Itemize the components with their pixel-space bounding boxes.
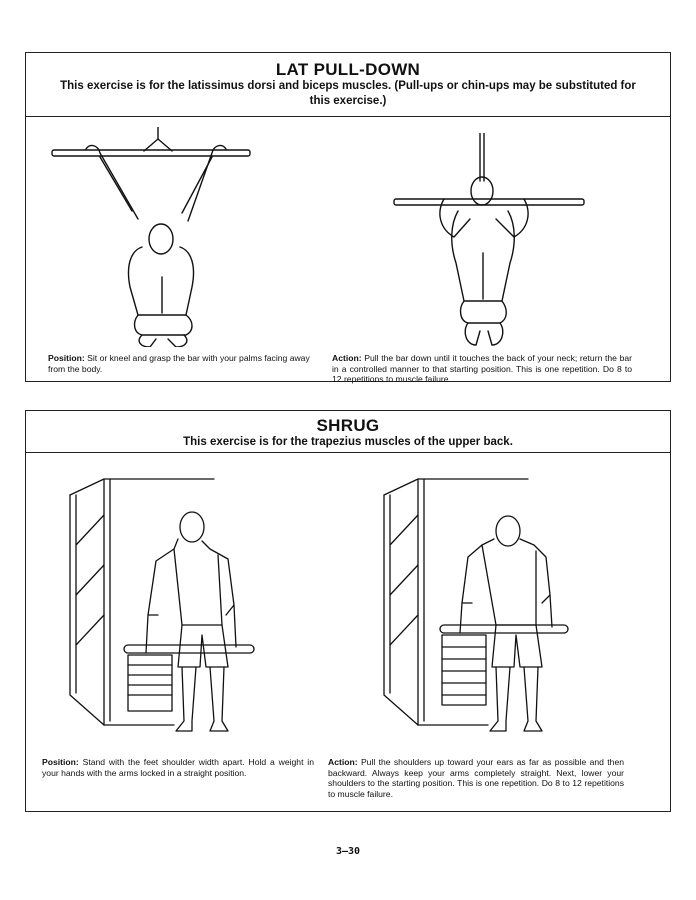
shrug-subtitle: This exercise is for the trapezius muscles of the upper back.: [183, 436, 513, 448]
lat-pulldown-header: [26, 53, 670, 117]
shrug-panel: [25, 410, 671, 812]
position-label: Position:: [48, 353, 85, 363]
shrug-position-caption: [42, 757, 314, 778]
position-label: Position:: [42, 757, 79, 767]
shrug-start-illustration: [64, 475, 294, 745]
position-text: Sit or kneel and grasp the bar with your palms facing away from the body.: [48, 353, 310, 374]
action-label: Action:: [332, 353, 362, 363]
position-text: Stand with the feet shoulder width apart. Hold a weight in your hands with the arms locked in a straight position.: [42, 757, 314, 778]
lat-pulldown-subtitle: This exercise is for the latissimus dorsi and biceps muscles. (Pull-ups or chin-ups may be substituted for this exercise.): [60, 80, 636, 107]
lat-pulldown-start-illustration: [46, 127, 256, 347]
page-number: 3–30: [335, 846, 361, 857]
lat-pulldown-finish-illustration: [384, 133, 594, 347]
action-text: Pull the shoulders up toward your ears as far as possible and then backward. Always keep your arms completely straight. Next, lower your shoulders to the starting position. This is one repetition. Do 8 to 12 repetitions to muscle failure.: [328, 757, 624, 799]
shrug-action-caption: [328, 757, 624, 799]
shrug-title: SHRUG: [316, 416, 380, 435]
lat-pulldown-position-caption: [48, 353, 318, 374]
action-label: Action:: [328, 757, 358, 767]
shrug-finish-illustration: [378, 475, 608, 745]
action-text: Pull the bar down until it touches the back of your neck; return the bar in a controlled manner to that starting position. This is one repetition. Do 8 to 12 repetitions to muscle failure.: [332, 353, 633, 385]
lat-pulldown-title: LAT PULL-DOWN: [275, 60, 421, 79]
lat-pulldown-panel: [25, 52, 671, 385]
lat-pulldown-action-caption: [332, 353, 632, 385]
shrug-header: [26, 411, 670, 453]
